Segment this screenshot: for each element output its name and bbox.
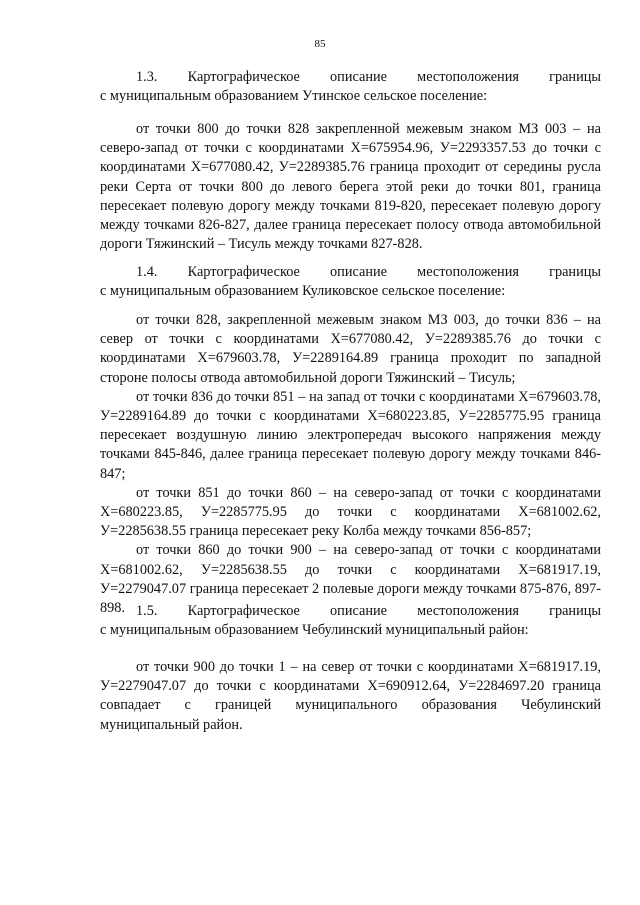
section-1-4-heading: [100, 263, 601, 301]
section-heading-line2: с муниципальным образованием Утинское сельское поселение:: [100, 88, 488, 105]
paragraph: от точки 828, закрепленной межевым знаком МЗ 003, до точки 836 – на север от точки с координатами Х=677080.42, У=2289385.76 до точки с координатами Х=679603.78, У=2289164.89 граница проходит по западной стороне полосы отвода автомобильной дороги Тяжинский – Тисуль;: [100, 312, 601, 386]
paragraph: от точки 800 до точки 828 закрепленной межевым знаком МЗ 003 – на северо-запад от точки с координатами Х=675954.96, У=2293357.53 до точки с координатами Х=677080.42, У=2289385.76 граница проходит от середины русла реки Серта от точки 800 до левого берега этой реки до точки 801, граница пересекает полевую дорогу между точками 819-820, пересекает полевую дорогу между точками 826-827, далее граница пересекает полосу отвода автомобильной дороги Тяжинский – Тисуль между точками 827-828.: [100, 121, 601, 253]
section-heading-line2: с муниципальным образованием Куликовское сельское поселение:: [100, 283, 506, 300]
paragraph: от точки 851 до точки 860 – на северо-запад от точки с координатами Х=680223.85, У=2285775.95 до точки с координатами Х=681002.62, У=2285638.55 граница пересекает реку Колба между точками 856-857;: [100, 484, 601, 540]
section-1-3-heading: [100, 68, 601, 106]
section-heading-line2: с муниципальным образованием Чебулинский муниципальный район:: [100, 622, 529, 639]
section-heading-line1: 1.3. Картографическое описание местоположения границы: [136, 69, 601, 85]
section-1-4-body: [100, 311, 601, 618]
paragraph: от точки 860 до точки 900 – на северо-запад от точки с координатами Х=681002.62, У=2285638.55 до точки с координатами Х=681917.19, У=2279047.07 граница пересекает 2 полевые дороги между точками 875-876, 897-898.: [100, 542, 601, 617]
section-heading-line1: 1.4. Картографическое описание местоположения границы: [136, 264, 601, 280]
section-1-3-body: [100, 120, 601, 254]
section-heading-line1: 1.5. Картографическое описание местоположения границы: [136, 603, 601, 619]
section-1-5-body: [100, 658, 601, 735]
paragraph: от точки 900 до точки 1 – на север от точки с координатами Х=681917.19, У=2279047.07 до точки с координатами Х=690912.64, У=2284697.20 граница совпадает с границей муниципального образования Чебулинский муниципальный район.: [100, 659, 601, 733]
section-1-5-heading: [100, 602, 601, 640]
paragraph: от точки 836 до точки 851 – на запад от точки с координатами Х=679603.78, У=2289164.89 до точки с координатами Х=680223.85, У=2285775.95 граница пересекает воздушную линию электропередач высокого напряжения между точками 845-846, далее граница пересекает полевую дорогу между точками 846-847;: [100, 388, 601, 482]
page-number: 85: [314, 38, 326, 50]
